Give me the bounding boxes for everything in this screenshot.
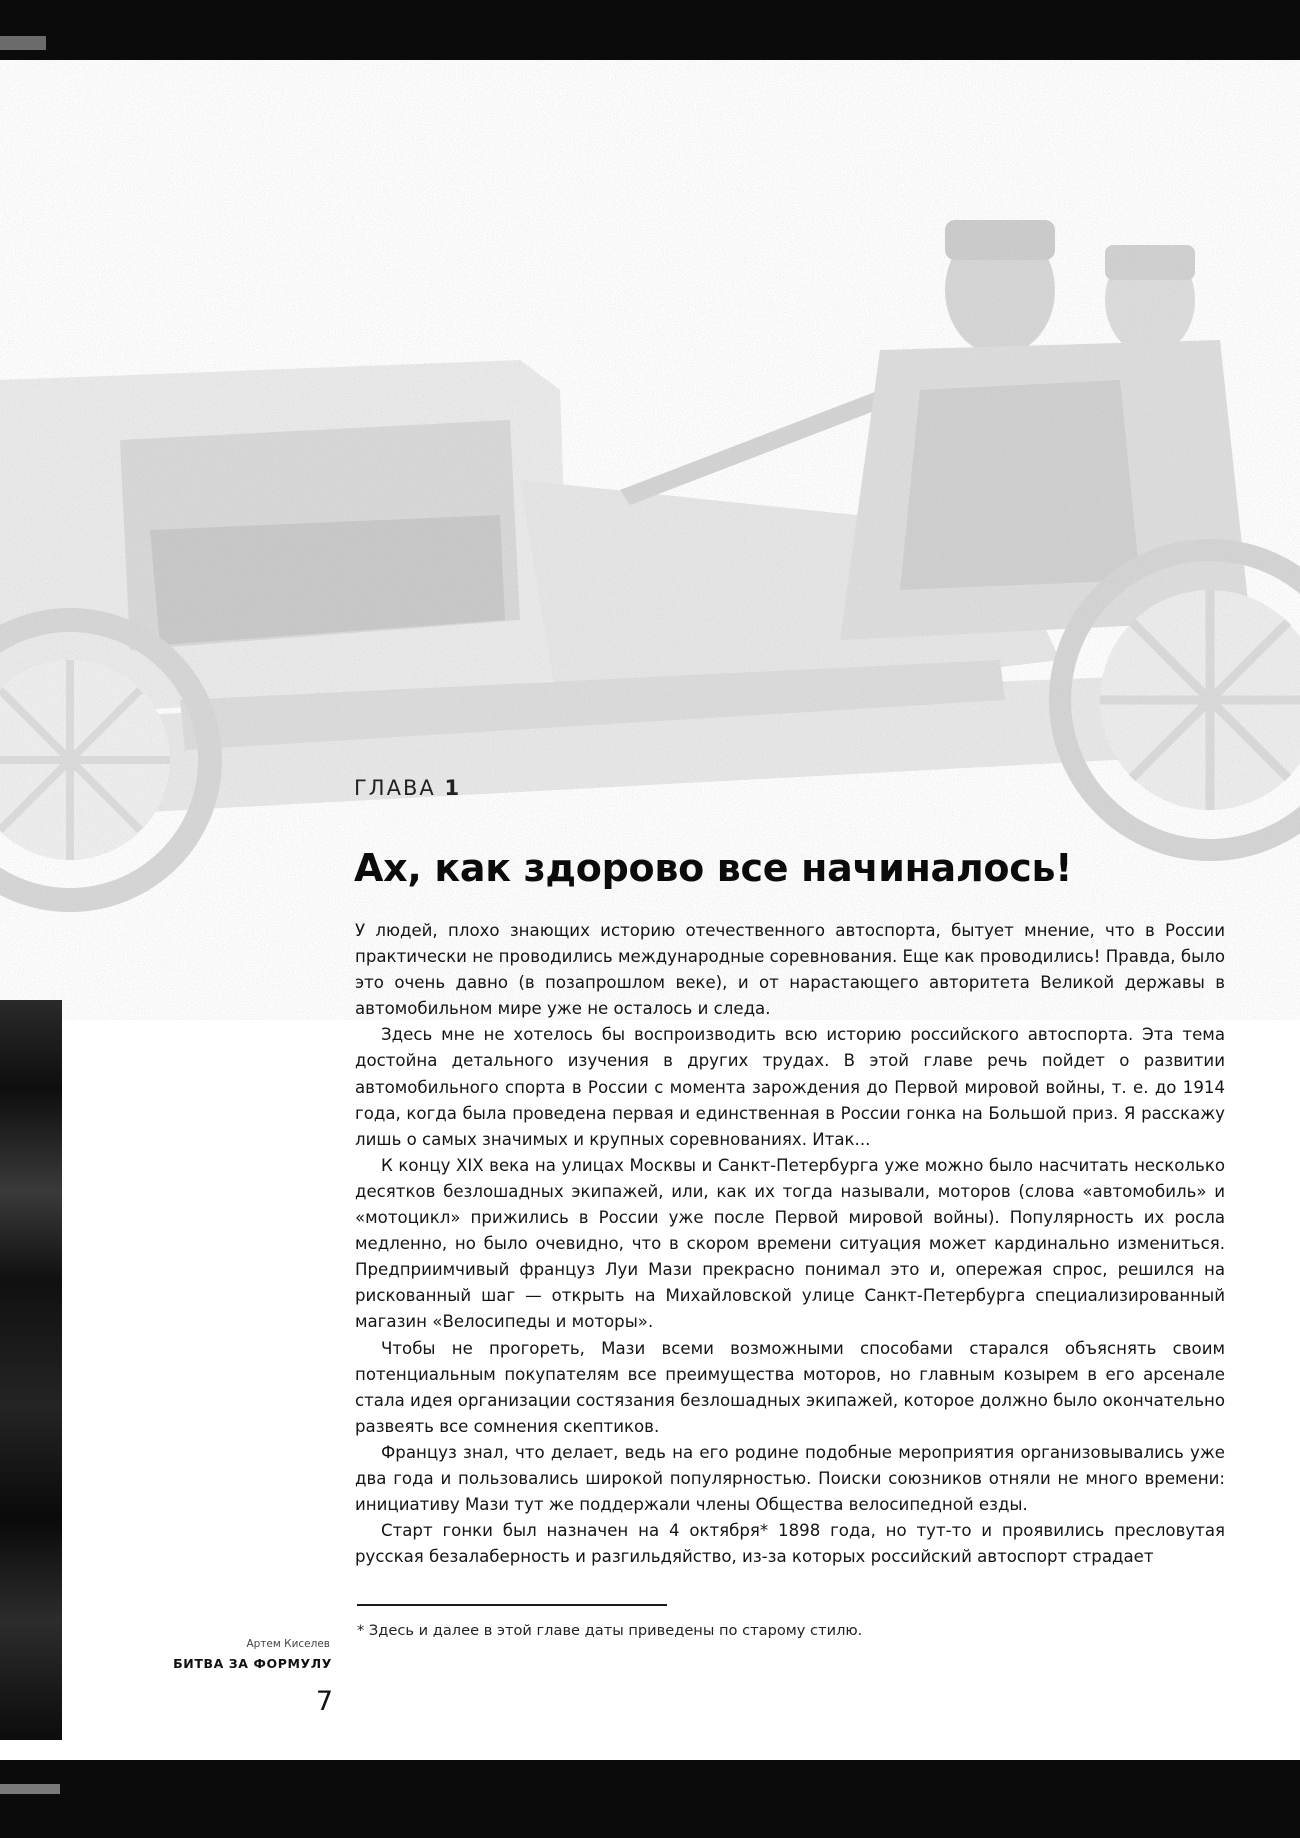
chapter-number: 1: [444, 776, 462, 800]
paragraph: Чтобы не прогореть, Мази всеми возможными способами старался объяснять своим потенциальным покупателям все преимущества моторов, но главным козырем в его арсенале стала идея организации состязания безлошадных экипажей, которое должно было окончательно развеять все сомнения скептиков.: [355, 1338, 1225, 1436]
footnote: * Здесь и далее в этой главе даты приведены по старому стилю.: [357, 1622, 863, 1639]
scan-left-edge: [0, 1000, 62, 1740]
paragraph: Старт гонки был назначен на 4 октября* 1898 года, но тут-то и проявились пресловутая русская безалаберность и разгильдяйство, из-за которых российский автоспорт страдает: [355, 1521, 1225, 1567]
chapter-word: ГЛАВА: [354, 776, 436, 800]
scan-top-border: [0, 0, 1300, 60]
paragraph: К концу XIX века на улицах Москвы и Санкт-Петербурга уже можно было насчитать несколько десятков безлошадных экипажей, или, как их тогда называли, моторов (слова «автомобиль» и «мотоцикл» прижились в России уже после Первой мировой войны). Популярность их росла медленно, но было очевидно, что в скором времени ситуация может кардинально измениться. Предприимчивый француз Луи Мази прекрасно понимал это и, опережая спрос, решился на рискованный шаг — открыть на Михайловской улице Санкт-Петербурга специализированный магазин «Велосипеды и моторы».: [355, 1155, 1225, 1332]
chapter-label: [354, 776, 461, 800]
page-number: 7: [315, 1686, 333, 1717]
scan-artifact: [0, 36, 46, 50]
scan-bottom-border: [0, 1760, 1300, 1838]
running-author: Артем Киселев: [246, 1638, 330, 1650]
paragraph: Француз знал, что делает, ведь на его родине подобные мероприятия организовывались уже два года и пользовались широкой популярностью. Поиски союзников отняли не много времени: инициативу Мази тут же поддержали члены Общества велосипедной езды.: [355, 1442, 1225, 1515]
chapter-title: Ах, как здорово все начиналось!: [354, 846, 1073, 890]
paragraph: Здесь мне не хотелось бы воспроизводить всю историю российского автоспорта. Эта тема достойна детального изучения в других трудах. В этой главе речь пойдет о развитии автомобильного спорта в России с момента зарождения до Первой мировой войны, т. е. до 1914 года, когда была проведена первая и единственная в России гонка на Большой приз. Я расскажу лишь о самых значимых и крупных соревнованиях. Итак...: [355, 1025, 1225, 1149]
paragraph: У людей, плохо знающих историю отечественного автоспорта, бытует мнение, что в России практически не проводились международные соревнования. Еще как проводились! Правда, было это очень давно (в позапрошлом веке), и от нарастающего авторитета Великой державы в автомобильном мире уже не осталось и следа.: [355, 921, 1225, 1019]
scan-artifact: [0, 1784, 60, 1794]
footnote-divider: [357, 1604, 667, 1606]
running-book-title: БИТВА ЗА ФОРМУЛУ: [173, 1656, 332, 1671]
body-text: [355, 918, 1225, 1570]
